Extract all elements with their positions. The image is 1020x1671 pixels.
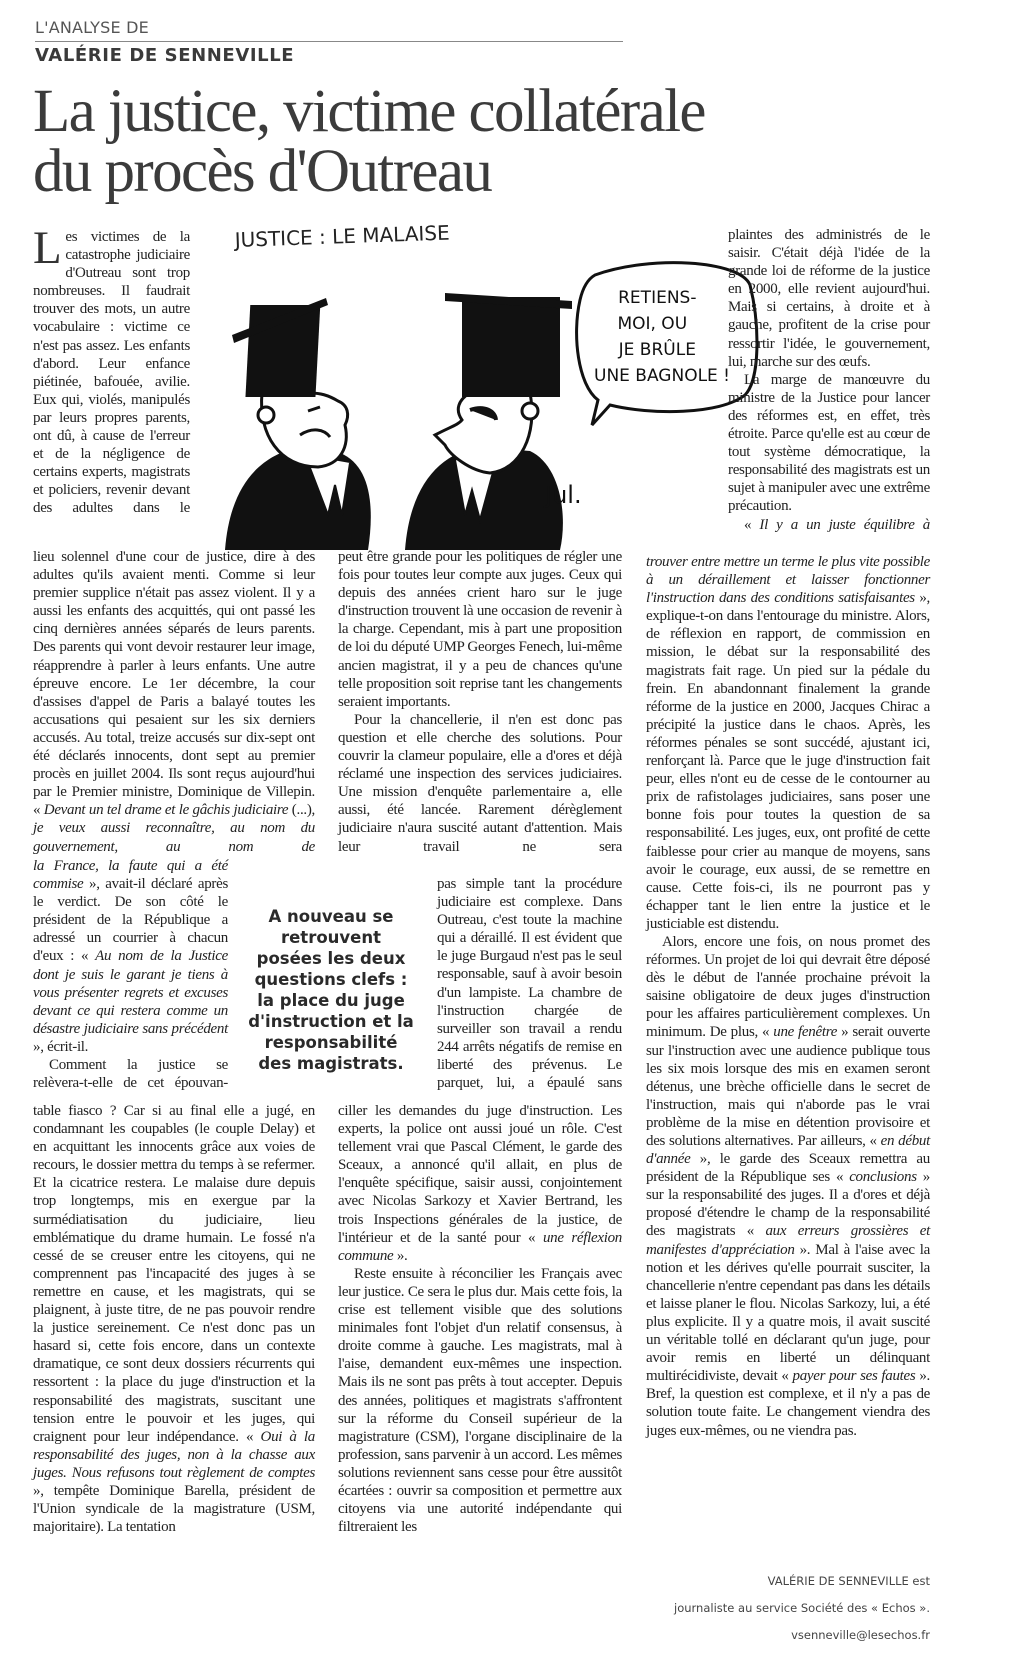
col1-top-text (33, 222, 190, 518)
body-text: La marge de manœuvre du ministre de la Justice pour lancer des réformes est, en effet, très étroite. Parce qu'elle est au cœur de tout système démocratique, la responsabilité des magistrats est un sujet à manipuler avec une extrême précaution. (728, 371, 930, 515)
body-text: », le garde des Sceaux remettra au président de la République ses « (646, 1151, 930, 1186)
quoted-text: Il y a un juste équilibre à (759, 516, 931, 533)
body-text: pas simple tant la procédure judiciaire est complexe. Dans Outreau, c'est toute la machine qui a déraillé. Il est évident que le juge Burgaud n'est pas le seul responsable, sauf à avoir besoin d'un lampiste. La chambre de l'instruction chargée de surveiller son travail a rendu 244 arrêts négatifs de remise en liberté des prévenus. Le parquet, lui, a épaulé sans (437, 876, 622, 1092)
col1-mid-text (33, 548, 315, 856)
paragraph (33, 1056, 228, 1092)
bubble-line-1: RETIENS- (618, 288, 697, 308)
body-text: Comment la justice se relèvera-t-elle de cet épouvan- (33, 1057, 228, 1092)
body-text: peut être grande pour les politiques de régler une fois pour toutes leur compte aux juges. Ceux qui depuis des années crient haro sur le juge d'instruction trouvent là une occasion de revenir à la charge. Cependant, mis à part une proposition de loi du député UMP Georges Fenech, lui-même ancien magistrat, il y a peu de chances qu'une telle proposition soit reprise tant les changements seraient importants. (338, 549, 622, 710)
paragraph (646, 933, 930, 1440)
paragraph (338, 711, 622, 856)
quoted-text: une réflexion commune (338, 1229, 623, 1264)
drop-cap: L (33, 222, 62, 274)
right-judge-hat (462, 297, 560, 397)
col2-top-text (338, 548, 622, 856)
paragraph (728, 371, 930, 516)
col3-top-text (728, 226, 930, 534)
author-name: VALÉRIE DE SENNEVILLE (35, 45, 295, 66)
bubble-line-2: MOI, OU (617, 314, 688, 334)
left-judge-ear (258, 407, 274, 423)
paragraph (338, 1102, 622, 1265)
cartoonist-signature: Jul. (545, 481, 582, 509)
author-bio-line: VALÉRIE DE SENNEVILLE est (767, 1574, 930, 1588)
body-text: Alors, encore une fois, on nous promet des réformes. Un projet de loi qui devrait être déposé dès le début de l'année prochaine prévoit la saisine obligatoire de deux juges d'instruction pour les affaires particulièrement complexes. Un minimum. De plus, « (646, 933, 930, 1041)
body-text: », tempête Dominique Barella, président de l'Union syndicale de la magistrature (USM, majoritaire). La tentation (33, 1482, 315, 1536)
title-line-2: du procès d'Outreau (33, 138, 492, 205)
quoted-text: je veux aussi reconnaître, au nom du gouvernement, au nom de (33, 820, 315, 855)
quoted-text: payer pour ses fautes (792, 1368, 916, 1385)
paragraph (646, 553, 930, 933)
article-title (33, 78, 705, 205)
quoted-text: la France, la faute qui a été commise (33, 858, 228, 893)
body-text: plaintes des administrés de le saisir. C'était déjà l'idée de la grande loi de réforme de la justice en 2000, elle revient aujourd'hui. Mais si certains, à droite et à gauche, profitent de la crise pour ressortir l'idée, le gouvernement, lui, marche sur des œufs. (728, 227, 930, 370)
right-judge-figure (405, 293, 572, 550)
col3-bottom-text (646, 553, 930, 1440)
paragraph (728, 516, 930, 534)
col1-narrow-text (33, 857, 228, 1092)
body-text: ». Mal à l'aise avec la notion et les dérives qu'elle pourrait susciter, la chancellerie n'entre cependant pas dans les détails et laisse planer le flou. Nicolas Sarkozy, lui, a été plus explicite. Il y a quatre mois, il avait suscité un véritable tollé en déclarant qu'un juge, pour avoir remis en liberté un délinquant multirécidiviste, devait « (646, 1241, 930, 1385)
col2-bottom-text (338, 1102, 622, 1536)
paragraph (33, 548, 315, 856)
quoted-text: une fenêtre (773, 1024, 838, 1041)
paragraph (728, 226, 930, 371)
quoted-text: Oui à la responsabilité des juges, non à la chasse aux juges. Nous refusons tout règlement de comptes (33, 1428, 315, 1481)
cartoon-caption: JUSTICE : LE MALAISE (234, 220, 451, 252)
author-role-line: journaliste au service Société des « Echos ». (674, 1601, 930, 1615)
quoted-text: trouver entre mettre un terme le plus vite possible à un déraillement et laisser fonctionner l'instruction dans des conditions satisfaisantes (646, 554, 930, 607)
body-text: (...), (288, 802, 315, 819)
col1-bottom-text (33, 1102, 315, 1536)
body-text: ». (393, 1247, 408, 1264)
body-text: » serait ouverte sur l'instruction avec une audience publique tous les six mois lorsque des mis en examen seront détenus, une brèche officielle dans le secret de l'instruction, mais qui n'aborde pas le vrai problème de la mise en détention provisoire et des solutions alternatives. Par ailleurs, « (646, 1024, 930, 1149)
section-kicker: L'ANALYSE DE (35, 18, 149, 37)
quoted-text: Au nom de la Justice dont je suis le garant je tiens à vous présenter regrets et excuses devant ce qui restera comme un désastre judiciaire sans précédent (33, 948, 228, 1037)
quoted-text: Devant un tel drame et le gâchis judiciaire (43, 802, 289, 819)
body-text: « (744, 516, 760, 533)
body-text: », explique-t-on dans l'entourage du ministre. Alors, de réflexion en rapport, de commission en mission, le débat sur la responsabilité des magistrats fait rage. Un pied sur la pédale du frein. En abandonnant finalement la grande réforme de la justice en 2000, Jacques Chirac a précipité la justice dans le chaos. Après, les réformes pénales se sont succédé, ajustant ici, renforçant là. Parce que le juge d'instruction fait peur, elles n'ont eu de cesse de le contourner au prix de rafistolages judiciaires, sans poser une bonne fois pour toutes la question de sa responsabilité. Les juges, eux, ont profité de cette faiblesse pour crier au manque de moyens, sans avoir le courage, eux aussi, de se remettre en cause. Cette fois-ci, ils ne pourront pas y échapper tant le lien entre la justice et le justiciable est distendu. (646, 590, 930, 932)
cartoon-illustration (200, 215, 760, 550)
body-text: ciller les demandes du juge d'instruction. Les experts, la police ont aussi joué un rôle. C'est tellement vrai que Pascal Clément, le garde des Sceaux, a annoncé qu'il allait, en plus de l'enquête spécifique, saisir aussi, conjointement avec Nicolas Sarkozy et Xavier Bertrand, les trois Inspections générales de la justice, de l'intérieur et de la santé pour « (338, 1103, 622, 1246)
body-text: es victimes de la catastrophe judiciaire d'Outreau sont trop nombreuses. Il faudrait trouver des mots, un autre vocabulaire : victime ce n'est pas assez. Les enfants d'abord. Leur enfance piétinée, bafouée, avilie. Eux qui, violés, manipulés par leurs propres parents, ont dû, à cause de l'erreur et de la négligence de certains experts, magistrats et policiers, revenir devant des adultes dans le (33, 229, 190, 517)
quoted-text: aux erreurs grossières et manifestes d'appréciation (646, 1223, 930, 1258)
quoted-text: conclusions (849, 1169, 917, 1186)
paragraph (338, 1265, 622, 1536)
body-text: ». Bref, la question est complexe, et il n'y a pas de solution toute faite. Le changement viendra des juges eux-mêmes, ou ne viendra pas. (646, 1368, 930, 1439)
body-text: lieu solennel d'une cour de justice, dire à des adultes qu'ils avaient menti. Comme si leur premier supplice n'était pas assez violent. Il y a aussi les enfants des acquittés, qui ont passé les cinq dernières années séparés de leurs parents. Des parents qui vont devoir restaurer leur image, réapprendre à parler à leurs enfants. Une autre épreuve encore. Le 1er décembre, la cour d'assises d'appel de Paris a balayé toutes les accusations qui pesaient sur les six derniers accusés. Au total, treize accusés sur dix-sept ont été déclarés innocents, dont sept au premier procès en juillet 2004. Ils sont reçus aujourd'hui par le Premier ministre, Dominique de Villepin. « (33, 549, 315, 819)
paragraph (338, 548, 622, 711)
quoted-text: en début d'année (646, 1133, 930, 1168)
bubble-line-3: JE BRÛLE (618, 340, 696, 360)
body-text: Pour la chancellerie, il n'en est donc pas question et elle cherche des solutions. Pour couvrir la clameur populaire, elle a d'ores et déjà réclamé une inspection des services judiciaires. Une mission d'enquête parlementaire a, elle aussi, été lancée. Rarement dérèglement judiciaire n'aura suscité autant d'attention. Mais leur travail ne sera (338, 711, 622, 855)
col2-narrow-text (437, 875, 622, 1092)
title-line-1: La justice, victime collatérale (33, 78, 705, 145)
right-judge-ear (522, 403, 538, 419)
body-text: Reste ensuite à réconcilier les Français avec leur justice. Ce sera le plus dur. Mais cette fois, la crise est tellement visible que des solutions minimales font l'objet d'un relatif consensus, à droite comme à gauche. Les magistrats, mal à l'aise, demandent eux-mêmes une inspection. Mais ils ne sont pas prêts à tout accepter. Depuis des années, politiques et magistrats s'affrontent sur la réforme du Conseil supérieur de la magistrature (CSM), l'organe disciplinaire de la profession, sans parvenir à un accord. Les mêmes solutions reviennent sans cesse pour être aussitôt écartées : ouvrir sa composition et permettre aux citoyens via une autorité indépendante qui filtreraient les (338, 1265, 622, 1536)
body-text: table fiasco ? Car si au final elle a jugé, en condamnant les coupables (le couple Delay) et en acquittant les innocents grâce aux voies de recours, le dossier mettra du temps à se refermer. Et la cicatrice restera. Le malaise dure depuis trop longtemps, mis en exergue par la surmédiatisation du judiciaire, lieu emblématique du drame humain. Le fossé n'a cessé de se creuser entre les citoyens, qui ne comprennent pas l'incapacité des juges à se remettre en cause, et les magistrats, qui se plaignent, à juste titre, de ne pas pouvoir rendre la justice sereinement. Ce n'est donc pas un hasard si, cette fois encore, dans un contexte dramatique, ce sont deux dossiers récurrents qui ressortent : la place du juge d'instruction et la responsabilité des magistrats, suscitant une tension entre le pouvoir et les juges, qui craignent pour leur indépendance. « (33, 1103, 315, 1445)
header-rule (35, 41, 623, 42)
body-text: », avait-il déclaré après le verdict. De son côté le président de la République a adressé un courrier à chacun d'eux : « (33, 876, 228, 965)
paragraph (437, 875, 622, 1092)
paragraph (33, 857, 228, 1056)
author-email: vsenneville@lesechos.fr (791, 1628, 930, 1642)
bubble-line-4: UNE BAGNOLE ! (594, 366, 730, 386)
body-text: » sur la responsabilité des juges. Il a d'ores et déjà proposé d'étendre le champ de la responsabilité des magistrats « (646, 1169, 930, 1240)
body-text: », écrit-il. (33, 1038, 89, 1055)
left-judge-head (262, 393, 348, 467)
pull-quote: A nouveau se retrouvent posées les deux questions clefs : la place du juge d'instruction et la responsabilité des magistrats. (248, 907, 414, 1073)
left-judge-figure (225, 298, 371, 550)
paragraph (33, 1102, 315, 1536)
